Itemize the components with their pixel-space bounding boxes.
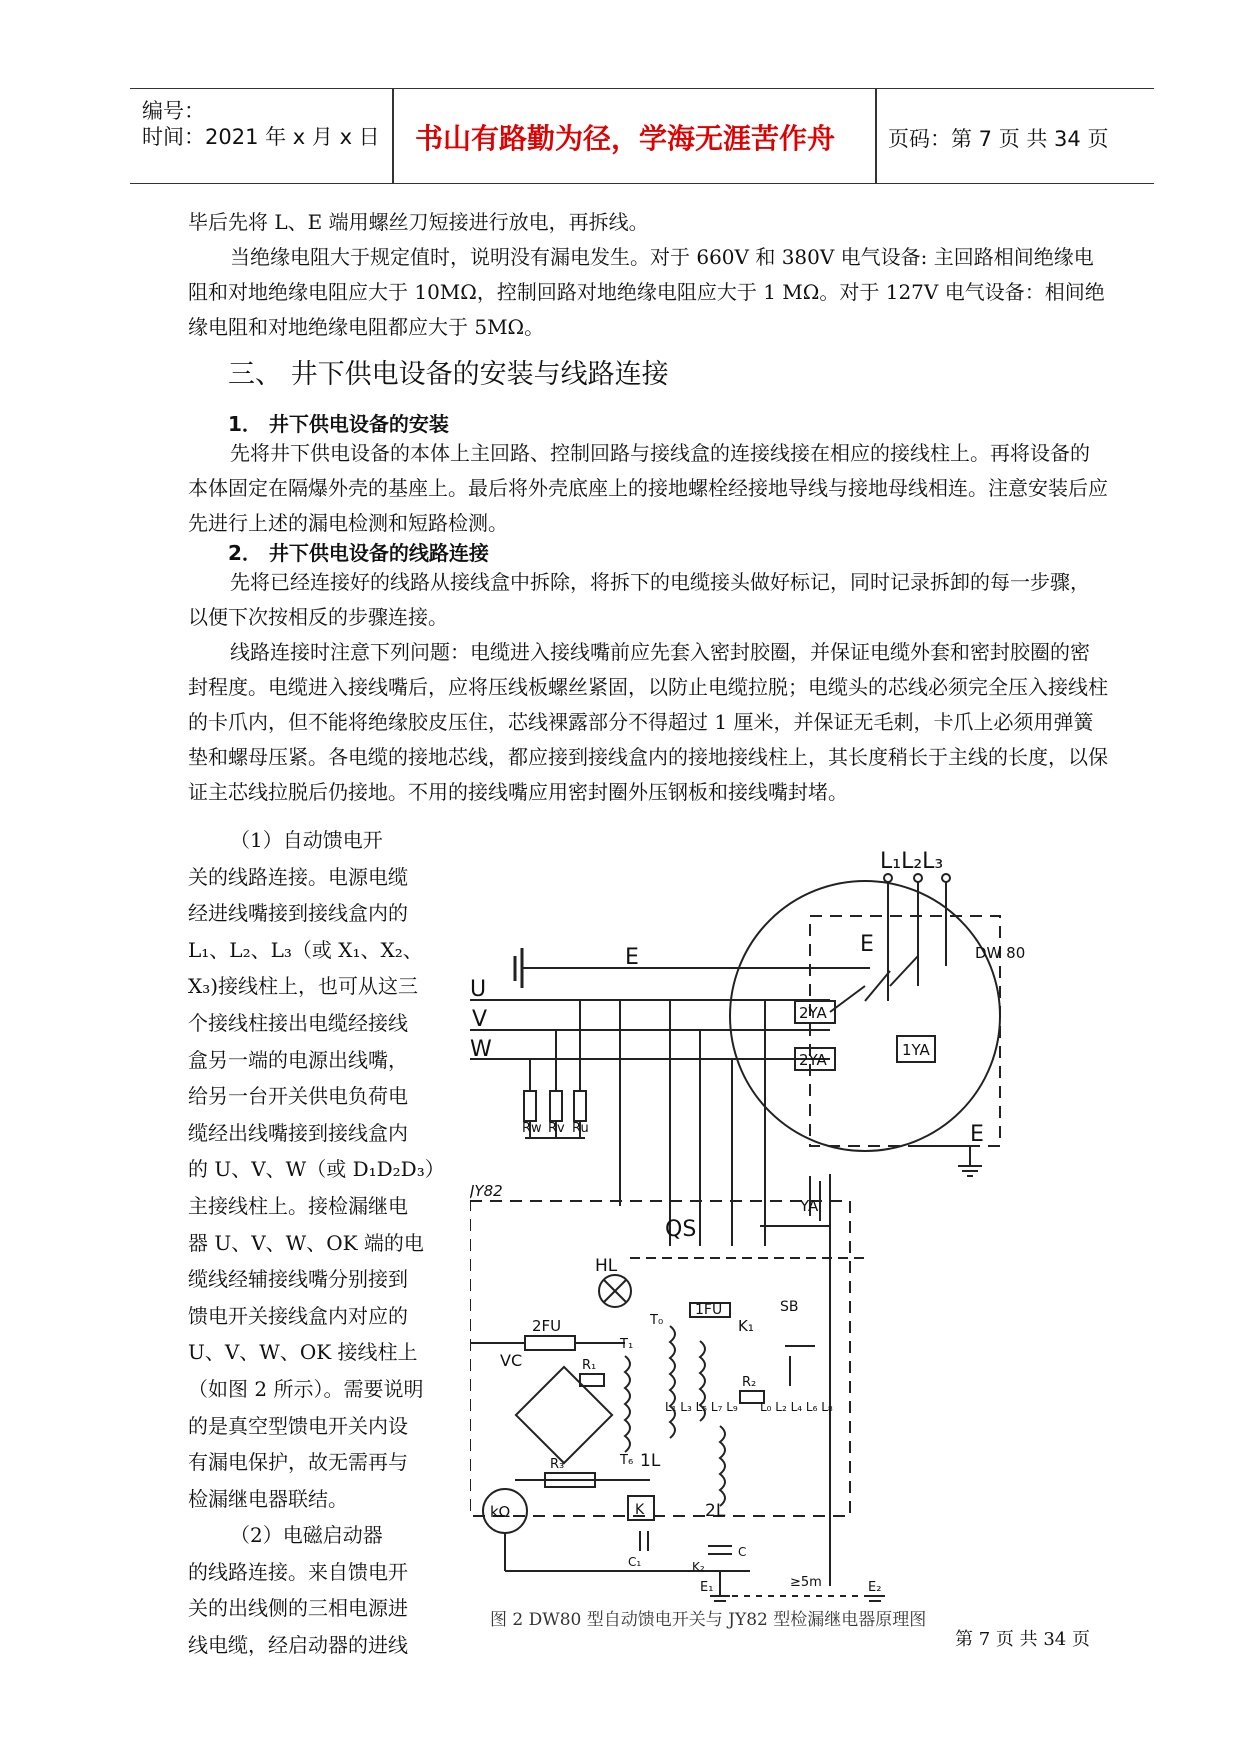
label-2l: 2L bbox=[705, 1501, 726, 1521]
label-1l: 1L bbox=[640, 1451, 661, 1471]
label-k: K bbox=[635, 1502, 645, 1518]
label-distance: ≥5m bbox=[790, 1575, 822, 1590]
column-line: （如图 2 所示）。需要说明 bbox=[188, 1376, 424, 1401]
label-r3: R₃ bbox=[550, 1457, 565, 1472]
label-kohm: kΩ bbox=[490, 1503, 511, 1521]
paragraph-5: 线路连接时注意下列问题：电缆进入接线嘴前应先套入密封胶圈，并保证电缆外套和密封胶圈的密封程度。电缆进入接线嘴后，应将压线板螺丝紧固，以防止电缆拉脱；电缆头的芯线必须完全压入接线柱的卡爪内，但不能将绝缘胶皮压住，芯线裸露部分不得超过 1 厘米，并保证无毛刺，卡爪上必须用弹簧垫和螺母压紧。各电缆的接地芯线，都应接到接线盒内的接地接线柱上，其长度稍长于主线的长度，以保证主芯线拉脱后仍接地。不用的接线嘴应用密封圈外压钢板和接线嘴封堵。 bbox=[188, 640, 1108, 804]
column-line: X₃)接线柱上，也可从这三 bbox=[188, 974, 419, 999]
column-line: 缆经出线嘴接到接线盒内 bbox=[188, 1120, 408, 1145]
column-line: （1）自动馈电开 bbox=[230, 828, 383, 852]
column-line: 检漏继电器联结。 bbox=[188, 1486, 348, 1511]
column-line: 馈电开关接线盒内对应的 bbox=[188, 1303, 408, 1328]
column-line: L₁、L₂、L₃（或 X₁、X₂、 bbox=[188, 937, 423, 962]
label-c1: C₁ bbox=[628, 1555, 642, 1569]
subheading-2: 2． 井下供电设备的线路连接 bbox=[228, 541, 489, 565]
column-line: 的是真空型馈电开关内设 bbox=[188, 1413, 408, 1438]
label-vc: VC bbox=[500, 1351, 523, 1370]
column-line: 盒另一端的电源出线嘴， bbox=[188, 1047, 408, 1072]
column-line: 个接线柱接出电缆经接线 bbox=[188, 1010, 408, 1035]
dw80-housing bbox=[730, 881, 1000, 1151]
column-line: 主接线柱上。接检漏继电 bbox=[188, 1193, 408, 1218]
time-label: 时间：2021 年 x 月 x 日 bbox=[142, 125, 380, 149]
column-text bbox=[188, 822, 445, 1664]
label-ru: Ru bbox=[572, 1121, 589, 1136]
label-r2: R₂ bbox=[742, 1375, 757, 1390]
column-line: 的线路连接。来自馈电开 bbox=[188, 1559, 408, 1584]
label-k1: K₁ bbox=[738, 1317, 754, 1335]
paragraph-2: 当绝缘电阻大于规定值时，说明没有漏电发生。对于 660V 和 380V 电气设备: 主回路相间绝缘电阻和对地绝缘电阻应大于 10MΩ，控制回路对地绝缘电阻应大于 1 MΩ。对于 127V 电气设备：相间绝缘电阻和对地绝缘电阻都应大于 5MΩ。 bbox=[188, 245, 1105, 339]
column-line: U、V、W、OK 接线柱上 bbox=[188, 1340, 418, 1365]
column-line: 关的出线侧的三相电源进 bbox=[188, 1596, 408, 1621]
header-divider bbox=[875, 89, 877, 183]
subheading-1: 1． 井下供电设备的安装 bbox=[228, 412, 449, 436]
paragraph-1: 毕后先将 L、E 端用螺丝刀短接进行放电，再拆线。 bbox=[188, 210, 649, 234]
label-taps-left: L₁ L₃ L₅ L₇ L₉ bbox=[665, 1400, 738, 1414]
column-line: 的 U、V、W（或 D₁D₂D₃） bbox=[188, 1157, 445, 1182]
label-rw: Rw bbox=[522, 1121, 542, 1136]
figure-caption: 图 2 DW80 型自动馈电开关与 JY82 型检漏继电器原理图 bbox=[490, 1610, 927, 1630]
label-2ya-2: 2YA bbox=[799, 1051, 827, 1069]
label-1ya: 1YA bbox=[902, 1041, 930, 1059]
column-line: 经进线嘴接到接线盒内的 bbox=[188, 901, 408, 926]
paragraph-3: 先将井下供电设备的本体上主回路、控制回路与接线盒的连接线接在相应的接线柱上。再将设备的本体固定在隔爆外壳的基座上。最后将外壳底座上的接地螺栓经接地导线与接地母线相连。注意安装后应先进行上述的漏电检测和短路检测。 bbox=[188, 441, 1108, 535]
paragraph-4: 先将已经连接好的线路从接线盒中拆除，将拆下的电缆接头做好标记，同时记录拆卸的每一步骤，以便下次按相反的步骤连接。 bbox=[188, 570, 1090, 629]
label-rv: Rv bbox=[548, 1121, 565, 1136]
column-line: 线电缆，经启动器的进线 bbox=[188, 1633, 408, 1658]
label-taps-right: L₀ L₂ L₄ L₆ L₈ bbox=[760, 1400, 833, 1414]
label-2ya-1: 2YA bbox=[799, 1004, 827, 1022]
label-2fu: 2FU bbox=[532, 1317, 562, 1335]
label-t0: T₀ bbox=[650, 1313, 664, 1328]
page-header bbox=[130, 88, 1154, 184]
header-page-info: 页码：第 7 页 共 34 页 bbox=[888, 127, 1109, 151]
label-e1: E₁ bbox=[700, 1580, 714, 1595]
circuit-diagram bbox=[470, 826, 1080, 1616]
label-t1: T₁ bbox=[620, 1337, 634, 1352]
label-dw80: DW 80 bbox=[975, 944, 1026, 962]
header-divider bbox=[392, 89, 394, 183]
column-line: 给另一台开关供电负荷电 bbox=[188, 1084, 408, 1109]
label-v: V bbox=[472, 1007, 488, 1032]
label-jy82: JY82 bbox=[470, 1182, 503, 1200]
label-e2: E₂ bbox=[868, 1580, 882, 1595]
label-e-top: E bbox=[860, 932, 874, 957]
label-sb: SB bbox=[780, 1299, 799, 1315]
label-u: U bbox=[470, 977, 487, 1002]
label-ya: YA bbox=[800, 1197, 819, 1215]
label-l1l2l3: L₁L₂L₃ bbox=[880, 849, 944, 874]
label-r1: R₁ bbox=[582, 1358, 597, 1373]
number-label: 编号： bbox=[142, 99, 205, 123]
vc-rectifier bbox=[516, 1367, 612, 1463]
page-footer: 第 7 页 共 34 页 bbox=[955, 1629, 1090, 1650]
label-e-left: E bbox=[625, 945, 639, 970]
section-heading-3: 三、 井下供电设备的安装与线路连接 bbox=[228, 359, 669, 390]
label-k2: K₂ bbox=[692, 1560, 705, 1574]
column-line: （2）电磁启动器 bbox=[230, 1523, 383, 1548]
column-line: 关的线路连接。电源电缆 bbox=[188, 864, 408, 889]
label-w: W bbox=[470, 1037, 492, 1062]
header-slogan: 书山有路勤为径，学海无涯苦作舟 bbox=[415, 122, 836, 155]
label-hl: HL bbox=[595, 1256, 618, 1276]
label-t6: T₆ bbox=[620, 1453, 634, 1468]
dw80-frame bbox=[810, 916, 1000, 1146]
label-1fu: 1FU bbox=[695, 1302, 723, 1318]
label-e-right: E bbox=[970, 1122, 984, 1147]
label-c: C bbox=[738, 1545, 747, 1559]
column-line: 器 U、V、W、OK 端的电 bbox=[188, 1230, 424, 1255]
column-line: 缆线经辅接线嘴分别接到 bbox=[188, 1267, 408, 1292]
label-qs: QS bbox=[665, 1217, 697, 1242]
column-line: 有漏电保护，故无需再与 bbox=[188, 1450, 408, 1475]
